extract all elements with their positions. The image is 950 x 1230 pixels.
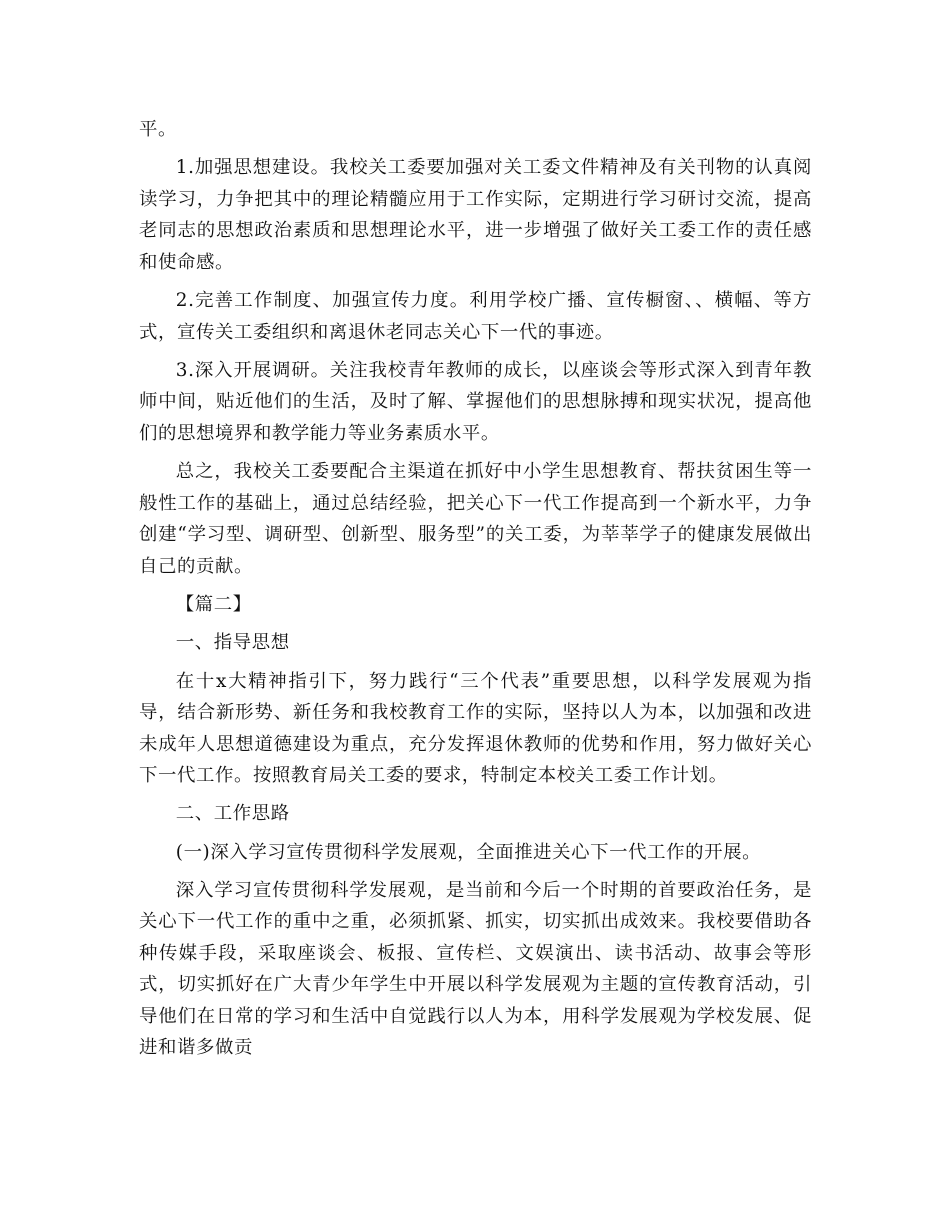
heading-work-approach: 二、工作思路 (175, 803, 290, 825)
paragraph-guiding-ideology: 在十x大精神指引下，努力践行“三个代表”重要思想，以科学发展观为指导，结合新形势、新任务和我校教育工作的实际，坚持以人为本，以加强和改进未成年人思想道德建设为重点，充分发挥退休教师的优势和作用，努力做好关心下一代工作。按照教育局关工委的要求，特制定本校关工委工作计划。 (139, 670, 812, 787)
paragraph-item-2: 2.完善工作制度、加强宣传力度。利用学校广播、宣传橱窗、、横幅、等方式，宣传关工委组织和离退休老同志关心下一代的事迹。 (139, 290, 812, 343)
section-heading-part-two: 【篇二】 (175, 593, 252, 615)
paragraph-continuation: 平。 (139, 119, 177, 140)
heading-guiding-ideology: 一、指导思想 (175, 632, 290, 654)
subheading-item-1: (一)深入学习宣传贯彻科学发展观，全面推进关心下一代工作的开展。 (175, 841, 762, 863)
paragraph-item-3: 3.深入开展调研。关注我校青年教师的成长，以座谈会等形式深入到青年教师中间，贴近他们的生活，及时了解、掌握他们的思想脉搏和现实状况，提高他们的思想境界和教学能力等业务素质水平。 (139, 359, 812, 444)
paragraph-work-approach: 深入学习宣传贯彻科学发展观，是当前和今后一个时期的首要政治任务，是关心下一代工作的重中之重，必须抓紧、抓实，切实抓出成效来。我校要借助各种传媒手段，采取座谈会、板报、宣传栏、文娱演出、读书活动、故事会等形式，切实抓好在广大青少年学生中开展以科学发展观为主题的宣传教育活动，引导他们在日常的学习和生活中自觉践行以人为本，用科学发展观为学校发展、促进和谐多做贡 (139, 879, 812, 1059)
document-body (139, 114, 812, 1071)
paragraph-item-1: 1.加强思想建设。我校关工委要加强对关工委文件精神及有关刊物的认真阅读学习，力争把其中的理论精髓应用于工作实际，定期进行学习研讨交流，提高老同志的思想政治素质和思想理论水平，进一步增强了做好关工委工作的责任感和使命感。 (139, 157, 812, 273)
paragraph-summary: 总之，我校关工委要配合主渠道在抓好中小学生思想教育、帮扶贫困生等一般性工作的基础上，通过总结经验，把关心下一代工作提高到一个新水平，力争创建“学习型、调研型、创新型、服务型”的关工委，为莘莘学子的健康发展做出自己的贡献。 (139, 461, 812, 577)
